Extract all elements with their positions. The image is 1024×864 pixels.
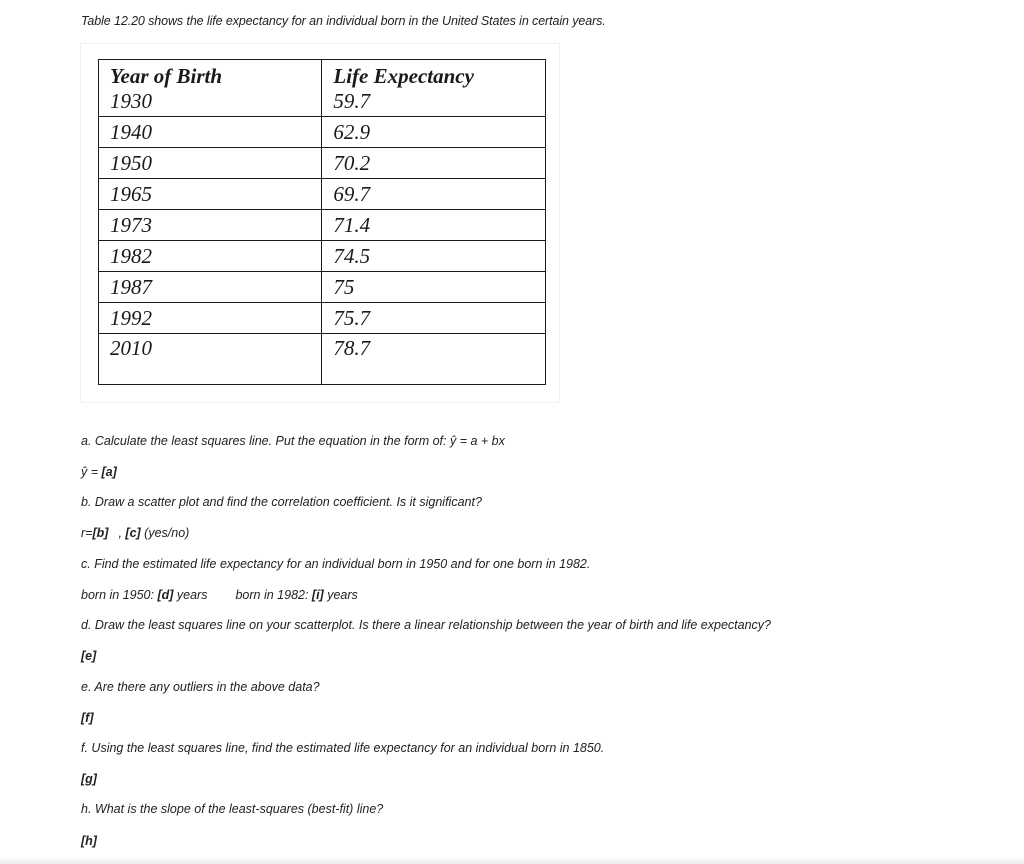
table-row [99,334,546,385]
year-cell: 1982 [99,241,322,272]
table-header-row [99,60,546,89]
answer-blank-c[interactable]: [c] [125,526,141,540]
table-row [99,117,546,148]
life-expectancy-cell: 71.4 [322,210,546,241]
bottom-divider [0,858,1024,864]
year-cell: 2010 [99,334,322,385]
table-row [99,88,546,117]
question-c-prompt: c. Find the estimated life expectancy for an individual born in 1950 and for one born in 1982. [81,557,591,571]
born-1950-label: born in 1950: [81,588,158,602]
question-d-prompt: d. Draw the least squares line on your scatterplot. Is there a linear relationship between the year of birth and life expectancy? [81,618,771,632]
life-expectancy-cell: 70.2 [322,148,546,179]
column-header-life-expectancy: Life Expectancy [322,60,546,89]
answer-blank-d[interactable]: [d] [157,588,174,602]
life-expectancy-cell: 69.7 [322,179,546,210]
table-card [81,44,559,402]
born-1982-unit: years [323,588,358,602]
life-expectancy-cell: 62.9 [322,117,546,148]
year-cell: 1987 [99,272,322,303]
year-cell: 1930 [99,88,322,117]
table-row [99,148,546,179]
life-expectancy-cell: 75.7 [322,303,546,334]
table-row [99,179,546,210]
life-expectancy-table [98,59,546,385]
question-b-answer [81,526,189,540]
answer-blank-g[interactable]: [g] [81,772,97,786]
year-cell: 1940 [99,117,322,148]
question-a-answer [81,465,117,479]
answer-blank-f[interactable]: [f] [81,711,94,725]
question-a-prompt: a. Calculate the least squares line. Put the equation in the form of: ŷ = a + bx [81,434,505,448]
year-cell: 1965 [99,179,322,210]
life-expectancy-cell: 59.7 [322,88,546,117]
intro-text: Table 12.20 shows the life expectancy for an individual born in the United States in certain years. [81,14,606,28]
yhat-prefix: ŷ = [81,465,102,479]
life-expectancy-cell: 75 [322,272,546,303]
answer-blank-i[interactable]: [i] [311,588,324,602]
answer-blank-b[interactable]: [b] [92,526,109,540]
table-row [99,210,546,241]
answer-blank-a[interactable]: [a] [101,465,117,479]
year-cell: 1973 [99,210,322,241]
column-header-year: Year of Birth [99,60,322,89]
born-1950-unit: years [173,588,208,602]
question-b-prompt: b. Draw a scatter plot and find the correlation coefficient. Is it significant? [81,495,482,509]
question-c-answer [81,588,358,602]
born-1982-label: born in 1982: [235,588,312,602]
answer-blank-e[interactable]: [e] [81,649,97,663]
answer-blank-h[interactable]: [h] [81,834,97,848]
year-cell: 1992 [99,303,322,334]
question-e-prompt: e. Are there any outliers in the above data? [81,680,320,694]
r-prefix: r= [81,526,93,540]
question-h-prompt: h. What is the slope of the least-squares (best-fit) line? [81,802,384,816]
year-cell: 1950 [99,148,322,179]
life-expectancy-cell: 78.7 [322,334,546,385]
table-row [99,303,546,334]
question-f-prompt: f. Using the least squares line, find the estimated life expectancy for an individual born in 1850. [81,741,605,755]
table-row [99,272,546,303]
table-row [99,241,546,272]
yes-no-hint: (yes/no) [144,526,190,540]
separator-comma: , [118,526,122,540]
life-expectancy-cell: 74.5 [322,241,546,272]
